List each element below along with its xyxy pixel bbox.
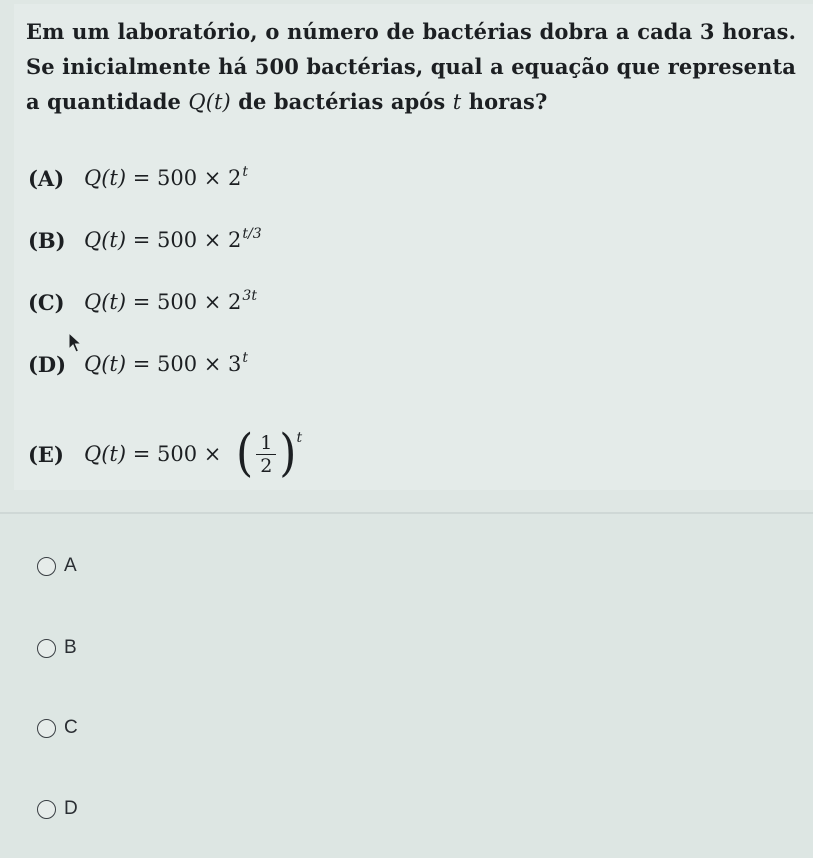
radio-button[interactable] <box>37 557 56 576</box>
formula-lhs: Q(t) <box>84 352 127 376</box>
formula-exponent: t <box>242 164 249 180</box>
radio-button[interactable] <box>37 719 56 738</box>
option-a <box>28 160 248 196</box>
radio-button[interactable] <box>37 639 56 658</box>
right-paren: ) <box>279 424 297 483</box>
formula-base: 2 <box>228 228 242 252</box>
fraction-group <box>236 424 303 483</box>
option-label: (E) <box>28 441 64 467</box>
answer-label: B <box>64 637 77 658</box>
formula-eq: = 500 × <box>126 290 229 314</box>
option-c <box>28 284 257 320</box>
question-text-part3: horas? <box>461 89 548 114</box>
formula-lhs: Q(t) <box>84 290 127 314</box>
formula-lhs: Q(t) <box>84 228 127 252</box>
option-formula <box>84 290 257 314</box>
question-q-symbol: Q(t) <box>188 90 231 114</box>
formula-lhs: Q(t) <box>84 166 127 190</box>
fraction-denominator: 2 <box>260 454 273 477</box>
answer-choice-d[interactable] <box>37 796 78 822</box>
option-formula <box>84 166 248 190</box>
option-label: (B) <box>28 227 66 253</box>
answer-label: A <box>64 555 77 576</box>
question-text-part2: de bactérias após <box>230 89 453 114</box>
formula-base: 2 <box>228 290 242 314</box>
question-text <box>26 14 796 120</box>
answer-choice-b[interactable] <box>37 635 77 661</box>
formula-lhs: Q(t) <box>84 442 127 466</box>
formula-eq: = 500 × <box>126 442 229 466</box>
formula-exponent: 3t <box>242 288 257 304</box>
formula-exponent: t/3 <box>242 226 262 242</box>
left-paren: ( <box>236 424 254 483</box>
question-text-part1: Em um laboratório, o número de bactérias dobra a cada 3 horas. Se inicialmente há 500 bactérias, qual a equação que representa a quantidade <box>26 19 796 114</box>
fraction <box>256 432 276 477</box>
option-b <box>28 222 262 258</box>
fraction-numerator: 1 <box>256 432 276 455</box>
answer-label: C <box>64 717 78 738</box>
option-label: (D) <box>28 351 67 377</box>
radio-button[interactable] <box>37 800 56 819</box>
answer-label: D <box>64 798 78 819</box>
formula-exponent: t <box>242 350 249 366</box>
formula-eq: = 500 × <box>126 352 229 376</box>
option-e <box>28 424 302 484</box>
mouse-cursor-icon <box>68 332 84 354</box>
answer-choice-a[interactable] <box>37 553 77 579</box>
formula-eq: = 500 × <box>126 166 229 190</box>
answer-choice-c[interactable] <box>37 715 78 741</box>
answer-panel <box>0 514 813 858</box>
formula-base: 3 <box>228 352 242 376</box>
option-label: (C) <box>28 289 65 315</box>
option-formula <box>84 352 248 376</box>
question-t-symbol: t <box>452 90 462 114</box>
formula-eq: = 500 × <box>126 228 229 252</box>
option-label: (A) <box>28 165 65 191</box>
question-panel <box>14 4 813 490</box>
option-formula <box>84 228 262 252</box>
option-d <box>28 346 248 382</box>
option-formula <box>84 424 303 483</box>
formula-exponent: t <box>296 429 303 446</box>
formula-base: 2 <box>228 166 242 190</box>
